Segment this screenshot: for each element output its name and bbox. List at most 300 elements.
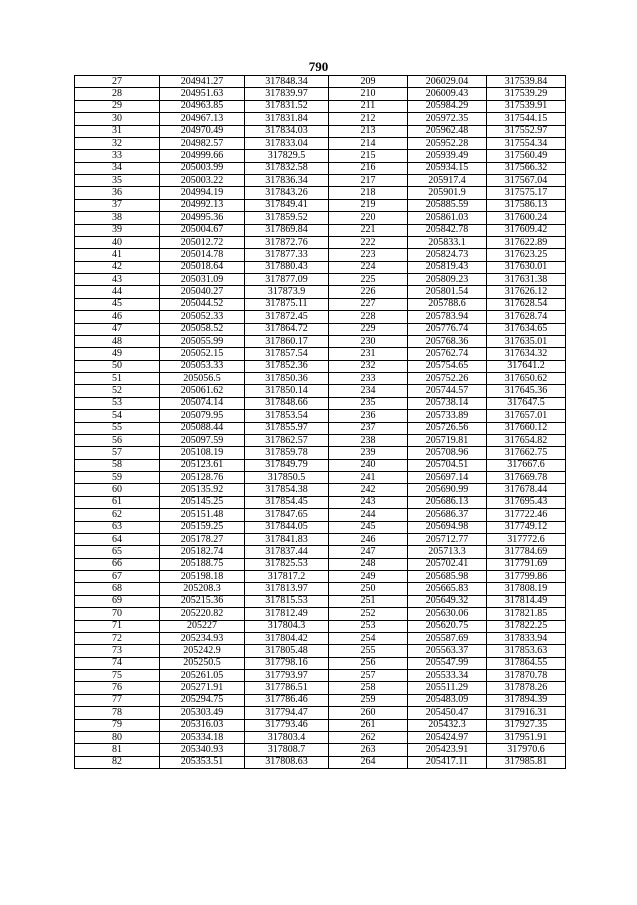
y-coordinate-right: 317628.74 (487, 311, 566, 323)
y-coordinate-right: 317552.97 (487, 125, 566, 137)
table-row (75, 187, 566, 199)
table-row (75, 707, 566, 719)
y-coordinate-right: 317821.85 (487, 608, 566, 620)
x-coordinate-right: 205984.29 (408, 100, 487, 112)
y-coordinate-right: 317634.65 (487, 323, 566, 335)
point-number-left: 55 (75, 422, 160, 434)
y-coordinate-left: 317859.78 (245, 447, 329, 459)
point-number-right: 243 (329, 496, 408, 508)
y-coordinate-left: 317855.97 (245, 422, 329, 434)
x-coordinate-right: 205620.75 (408, 620, 487, 632)
x-coordinate-right: 205833.1 (408, 236, 487, 248)
point-number-left: 56 (75, 434, 160, 446)
x-coordinate-right: 205819.43 (408, 261, 487, 273)
coordinates-table-body (75, 76, 566, 769)
x-coordinate-right: 205952.28 (408, 137, 487, 149)
table-row (75, 645, 566, 657)
x-coordinate-left: 204982.57 (160, 137, 245, 149)
x-coordinate-right: 205423.91 (408, 744, 487, 756)
point-number-left: 70 (75, 608, 160, 620)
x-coordinate-left: 205052.15 (160, 348, 245, 360)
table-row (75, 199, 566, 211)
y-coordinate-right: 317660.12 (487, 422, 566, 434)
x-coordinate-right: 205801.54 (408, 286, 487, 298)
x-coordinate-right: 205719.81 (408, 434, 487, 446)
table-row (75, 608, 566, 620)
y-coordinate-left: 317841.83 (245, 533, 329, 545)
y-coordinate-left: 317786.46 (245, 694, 329, 706)
point-number-right: 222 (329, 236, 408, 248)
point-number-right: 235 (329, 397, 408, 409)
x-coordinate-left: 204970.49 (160, 125, 245, 137)
y-coordinate-right: 317554.34 (487, 137, 566, 149)
point-number-right: 260 (329, 707, 408, 719)
point-number-left: 39 (75, 224, 160, 236)
table-row (75, 583, 566, 595)
y-coordinate-right: 317667.6 (487, 459, 566, 471)
x-coordinate-right: 205934.15 (408, 162, 487, 174)
point-number-left: 61 (75, 496, 160, 508)
y-coordinate-right: 317566.32 (487, 162, 566, 174)
point-number-left: 64 (75, 533, 160, 545)
table-row (75, 447, 566, 459)
y-coordinate-left: 317872.76 (245, 236, 329, 248)
table-row (75, 385, 566, 397)
point-number-right: 253 (329, 620, 408, 632)
table-row (75, 694, 566, 706)
y-coordinate-left: 317875.11 (245, 298, 329, 310)
y-coordinate-left: 317794.47 (245, 707, 329, 719)
point-number-right: 209 (329, 76, 408, 88)
y-coordinate-left: 317859.52 (245, 212, 329, 224)
x-coordinate-left: 204999.66 (160, 150, 245, 162)
point-number-right: 228 (329, 311, 408, 323)
point-number-left: 34 (75, 162, 160, 174)
point-number-right: 239 (329, 447, 408, 459)
point-number-left: 48 (75, 335, 160, 347)
table-row (75, 224, 566, 236)
point-number-left: 42 (75, 261, 160, 273)
x-coordinate-left: 205003.99 (160, 162, 245, 174)
table-row (75, 670, 566, 682)
point-number-left: 66 (75, 558, 160, 570)
x-coordinate-right: 205547.99 (408, 657, 487, 669)
table-row (75, 348, 566, 360)
point-number-right: 244 (329, 509, 408, 521)
x-coordinate-right: 205690.99 (408, 484, 487, 496)
table-row (75, 756, 566, 768)
point-number-right: 261 (329, 719, 408, 731)
x-coordinate-right: 205450.47 (408, 707, 487, 719)
y-coordinate-left: 317817.2 (245, 571, 329, 583)
point-number-right: 237 (329, 422, 408, 434)
table-row (75, 496, 566, 508)
y-coordinate-left: 317793.46 (245, 719, 329, 731)
x-coordinate-left: 205145.25 (160, 496, 245, 508)
point-number-right: 257 (329, 670, 408, 682)
x-coordinate-left: 204941.27 (160, 76, 245, 88)
x-coordinate-left: 205056.5 (160, 373, 245, 385)
x-coordinate-left: 205220.82 (160, 608, 245, 620)
y-coordinate-right: 317626.12 (487, 286, 566, 298)
x-coordinate-right: 205972.35 (408, 113, 487, 125)
y-coordinate-right: 317586.13 (487, 199, 566, 211)
x-coordinate-right: 205417.11 (408, 756, 487, 768)
x-coordinate-right: 205432.3 (408, 719, 487, 731)
y-coordinate-left: 317854.38 (245, 484, 329, 496)
x-coordinate-right: 205783.94 (408, 311, 487, 323)
y-coordinate-left: 317847.65 (245, 509, 329, 521)
x-coordinate-right: 205697.14 (408, 472, 487, 484)
table-row (75, 595, 566, 607)
x-coordinate-right: 205726.56 (408, 422, 487, 434)
point-number-right: 210 (329, 88, 408, 100)
table-row (75, 113, 566, 125)
table-row (75, 150, 566, 162)
x-coordinate-left: 205079.95 (160, 410, 245, 422)
point-number-left: 63 (75, 521, 160, 533)
y-coordinate-left: 317815.53 (245, 595, 329, 607)
point-number-left: 38 (75, 212, 160, 224)
x-coordinate-left: 205055.99 (160, 335, 245, 347)
x-coordinate-left: 205250.5 (160, 657, 245, 669)
point-number-left: 28 (75, 88, 160, 100)
point-number-left: 33 (75, 150, 160, 162)
point-number-right: 223 (329, 249, 408, 261)
table-row (75, 162, 566, 174)
table-row (75, 76, 566, 88)
point-number-left: 29 (75, 100, 160, 112)
table-row (75, 434, 566, 446)
point-number-left: 44 (75, 286, 160, 298)
x-coordinate-left: 205097.59 (160, 434, 245, 446)
point-number-left: 49 (75, 348, 160, 360)
x-coordinate-left: 204992.13 (160, 199, 245, 211)
x-coordinate-right: 205533.34 (408, 670, 487, 682)
point-number-right: 254 (329, 632, 408, 644)
y-coordinate-left: 317873.9 (245, 286, 329, 298)
x-coordinate-left: 205061.62 (160, 385, 245, 397)
point-number-left: 43 (75, 274, 160, 286)
y-coordinate-left: 317877.33 (245, 249, 329, 261)
point-number-right: 219 (329, 199, 408, 211)
y-coordinate-right: 317822.25 (487, 620, 566, 632)
y-coordinate-right: 317539.29 (487, 88, 566, 100)
y-coordinate-right: 317864.55 (487, 657, 566, 669)
y-coordinate-right: 317927.35 (487, 719, 566, 731)
table-row (75, 236, 566, 248)
point-number-left: 77 (75, 694, 160, 706)
x-coordinate-right: 205511.29 (408, 682, 487, 694)
y-coordinate-left: 317805.48 (245, 645, 329, 657)
y-coordinate-right: 317539.84 (487, 76, 566, 88)
y-coordinate-right: 317772.6 (487, 533, 566, 545)
point-number-left: 65 (75, 546, 160, 558)
y-coordinate-left: 317862.57 (245, 434, 329, 446)
table-row (75, 731, 566, 743)
y-coordinate-right: 317600.24 (487, 212, 566, 224)
x-coordinate-right: 205587.69 (408, 632, 487, 644)
point-number-right: 245 (329, 521, 408, 533)
x-coordinate-right: 205483.09 (408, 694, 487, 706)
x-coordinate-left: 205058.52 (160, 323, 245, 335)
y-coordinate-left: 317825.53 (245, 558, 329, 570)
y-coordinate-left: 317848.66 (245, 397, 329, 409)
y-coordinate-left: 317833.04 (245, 137, 329, 149)
table-row (75, 533, 566, 545)
point-number-left: 36 (75, 187, 160, 199)
y-coordinate-right: 317808.19 (487, 583, 566, 595)
y-coordinate-right: 317853.63 (487, 645, 566, 657)
point-number-right: 225 (329, 274, 408, 286)
y-coordinate-left: 317844.05 (245, 521, 329, 533)
y-coordinate-left: 317834.03 (245, 125, 329, 137)
point-number-right: 211 (329, 100, 408, 112)
coordinates-table (74, 75, 566, 769)
x-coordinate-right: 205824.73 (408, 249, 487, 261)
x-coordinate-left: 205188.75 (160, 558, 245, 570)
x-coordinate-right: 205712.77 (408, 533, 487, 545)
point-number-right: 233 (329, 373, 408, 385)
x-coordinate-right: 205752.26 (408, 373, 487, 385)
point-number-left: 40 (75, 236, 160, 248)
x-coordinate-left: 205012.72 (160, 236, 245, 248)
x-coordinate-left: 205040.27 (160, 286, 245, 298)
point-number-right: 230 (329, 335, 408, 347)
point-number-right: 217 (329, 175, 408, 187)
y-coordinate-left: 317839.97 (245, 88, 329, 100)
x-coordinate-right: 205776.74 (408, 323, 487, 335)
x-coordinate-left: 205208.3 (160, 583, 245, 595)
x-coordinate-left: 205123.61 (160, 459, 245, 471)
table-row (75, 521, 566, 533)
y-coordinate-left: 317880.43 (245, 261, 329, 273)
point-number-right: 251 (329, 595, 408, 607)
point-number-left: 81 (75, 744, 160, 756)
y-coordinate-left: 317812.49 (245, 608, 329, 620)
table-row (75, 546, 566, 558)
y-coordinate-right: 317623.25 (487, 249, 566, 261)
point-number-right: 248 (329, 558, 408, 570)
point-number-right: 259 (329, 694, 408, 706)
point-number-right: 255 (329, 645, 408, 657)
point-number-right: 241 (329, 472, 408, 484)
point-number-right: 234 (329, 385, 408, 397)
y-coordinate-right: 317567.04 (487, 175, 566, 187)
y-coordinate-left: 317843.26 (245, 187, 329, 199)
y-coordinate-right: 317560.49 (487, 150, 566, 162)
x-coordinate-left: 205227 (160, 620, 245, 632)
x-coordinate-right: 205702.41 (408, 558, 487, 570)
table-row (75, 88, 566, 100)
x-coordinate-left: 205215.36 (160, 595, 245, 607)
point-number-left: 68 (75, 583, 160, 595)
x-coordinate-right: 205917.4 (408, 175, 487, 187)
x-coordinate-left: 205178.27 (160, 533, 245, 545)
point-number-left: 58 (75, 459, 160, 471)
x-coordinate-right: 205686.13 (408, 496, 487, 508)
x-coordinate-left: 205353.51 (160, 756, 245, 768)
y-coordinate-right: 317647.5 (487, 397, 566, 409)
point-number-left: 76 (75, 682, 160, 694)
point-number-right: 258 (329, 682, 408, 694)
point-number-left: 60 (75, 484, 160, 496)
y-coordinate-right: 317669.78 (487, 472, 566, 484)
page-number: 790 (308, 59, 329, 74)
x-coordinate-left: 205014.78 (160, 249, 245, 261)
x-coordinate-right: 205686.37 (408, 509, 487, 521)
table-row (75, 311, 566, 323)
table-row (75, 373, 566, 385)
point-number-left: 32 (75, 137, 160, 149)
point-number-right: 263 (329, 744, 408, 756)
point-number-left: 54 (75, 410, 160, 422)
table-row (75, 212, 566, 224)
y-coordinate-left: 317832.58 (245, 162, 329, 174)
point-number-left: 75 (75, 670, 160, 682)
x-coordinate-left: 205182.74 (160, 546, 245, 558)
point-number-left: 80 (75, 731, 160, 743)
x-coordinate-left: 205018.64 (160, 261, 245, 273)
table-row (75, 620, 566, 632)
point-number-right: 224 (329, 261, 408, 273)
x-coordinate-right: 205788.6 (408, 298, 487, 310)
table-row (75, 657, 566, 669)
point-number-right: 220 (329, 212, 408, 224)
y-coordinate-left: 317803.4 (245, 731, 329, 743)
x-coordinate-left: 205003.22 (160, 175, 245, 187)
x-coordinate-left: 205261.05 (160, 670, 245, 682)
x-coordinate-right: 205630.06 (408, 608, 487, 620)
y-coordinate-left: 317860.17 (245, 335, 329, 347)
y-coordinate-right: 317985.81 (487, 756, 566, 768)
x-coordinate-right: 205939.49 (408, 150, 487, 162)
point-number-right: 231 (329, 348, 408, 360)
x-coordinate-left: 205294.75 (160, 694, 245, 706)
y-coordinate-right: 317544.15 (487, 113, 566, 125)
y-coordinate-right: 317645.36 (487, 385, 566, 397)
table-row (75, 125, 566, 137)
point-number-left: 41 (75, 249, 160, 261)
point-number-left: 31 (75, 125, 160, 137)
point-number-left: 45 (75, 298, 160, 310)
x-coordinate-right: 205809.23 (408, 274, 487, 286)
table-row (75, 100, 566, 112)
x-coordinate-left: 205159.25 (160, 521, 245, 533)
x-coordinate-right: 205861.03 (408, 212, 487, 224)
y-coordinate-right: 317722.46 (487, 509, 566, 521)
y-coordinate-left: 317804.42 (245, 632, 329, 644)
x-coordinate-left: 205271.91 (160, 682, 245, 694)
table-row (75, 410, 566, 422)
x-coordinate-right: 206009.43 (408, 88, 487, 100)
point-number-left: 57 (75, 447, 160, 459)
table-row (75, 298, 566, 310)
x-coordinate-left: 205128.76 (160, 472, 245, 484)
point-number-left: 30 (75, 113, 160, 125)
point-number-right: 250 (329, 583, 408, 595)
y-coordinate-left: 317804.3 (245, 620, 329, 632)
x-coordinate-left: 205340.93 (160, 744, 245, 756)
y-coordinate-right: 317630.01 (487, 261, 566, 273)
table-row (75, 744, 566, 756)
x-coordinate-right: 205708.96 (408, 447, 487, 459)
y-coordinate-right: 317662.75 (487, 447, 566, 459)
y-coordinate-right: 317799.86 (487, 571, 566, 583)
table-row (75, 261, 566, 273)
y-coordinate-right: 317641.2 (487, 360, 566, 372)
point-number-right: 262 (329, 731, 408, 743)
point-number-right: 240 (329, 459, 408, 471)
point-number-left: 82 (75, 756, 160, 768)
y-coordinate-left: 317786.51 (245, 682, 329, 694)
table-row (75, 558, 566, 570)
x-coordinate-right: 205962.48 (408, 125, 487, 137)
x-coordinate-left: 204967.13 (160, 113, 245, 125)
y-coordinate-left: 317853.54 (245, 410, 329, 422)
point-number-right: 214 (329, 137, 408, 149)
x-coordinate-right: 205685.98 (408, 571, 487, 583)
y-coordinate-right: 317749.12 (487, 521, 566, 533)
y-coordinate-left: 317808.7 (245, 744, 329, 756)
point-number-right: 218 (329, 187, 408, 199)
point-number-right: 227 (329, 298, 408, 310)
x-coordinate-right: 205694.98 (408, 521, 487, 533)
x-coordinate-left: 204995.36 (160, 212, 245, 224)
y-coordinate-right: 317870.78 (487, 670, 566, 682)
y-coordinate-left: 317837.44 (245, 546, 329, 558)
point-number-right: 232 (329, 360, 408, 372)
point-number-right: 256 (329, 657, 408, 669)
y-coordinate-right: 317650.62 (487, 373, 566, 385)
y-coordinate-right: 317695.43 (487, 496, 566, 508)
table-row (75, 323, 566, 335)
x-coordinate-right: 205762.74 (408, 348, 487, 360)
y-coordinate-left: 317813.97 (245, 583, 329, 595)
x-coordinate-left: 205052.33 (160, 311, 245, 323)
x-coordinate-left: 205074.14 (160, 397, 245, 409)
point-number-right: 252 (329, 608, 408, 620)
table-row (75, 484, 566, 496)
y-coordinate-right: 317657.01 (487, 410, 566, 422)
point-number-left: 67 (75, 571, 160, 583)
y-coordinate-right: 317916.31 (487, 707, 566, 719)
x-coordinate-right: 205738.14 (408, 397, 487, 409)
x-coordinate-left: 205044.52 (160, 298, 245, 310)
y-coordinate-right: 317878.26 (487, 682, 566, 694)
y-coordinate-right: 317609.42 (487, 224, 566, 236)
y-coordinate-left: 317877.09 (245, 274, 329, 286)
x-coordinate-right: 205665.83 (408, 583, 487, 595)
point-number-left: 71 (75, 620, 160, 632)
table-row (75, 422, 566, 434)
table-row (75, 286, 566, 298)
y-coordinate-right: 317894.39 (487, 694, 566, 706)
point-number-left: 72 (75, 632, 160, 644)
y-coordinate-left: 317872.45 (245, 311, 329, 323)
y-coordinate-right: 317575.17 (487, 187, 566, 199)
table-row (75, 459, 566, 471)
point-number-left: 79 (75, 719, 160, 731)
point-number-left: 37 (75, 199, 160, 211)
x-coordinate-left: 205334.18 (160, 731, 245, 743)
x-coordinate-left: 204994.19 (160, 187, 245, 199)
y-coordinate-right: 317814.49 (487, 595, 566, 607)
y-coordinate-left: 317798.16 (245, 657, 329, 669)
y-coordinate-right: 317634.32 (487, 348, 566, 360)
table-row (75, 360, 566, 372)
x-coordinate-left: 205242.9 (160, 645, 245, 657)
